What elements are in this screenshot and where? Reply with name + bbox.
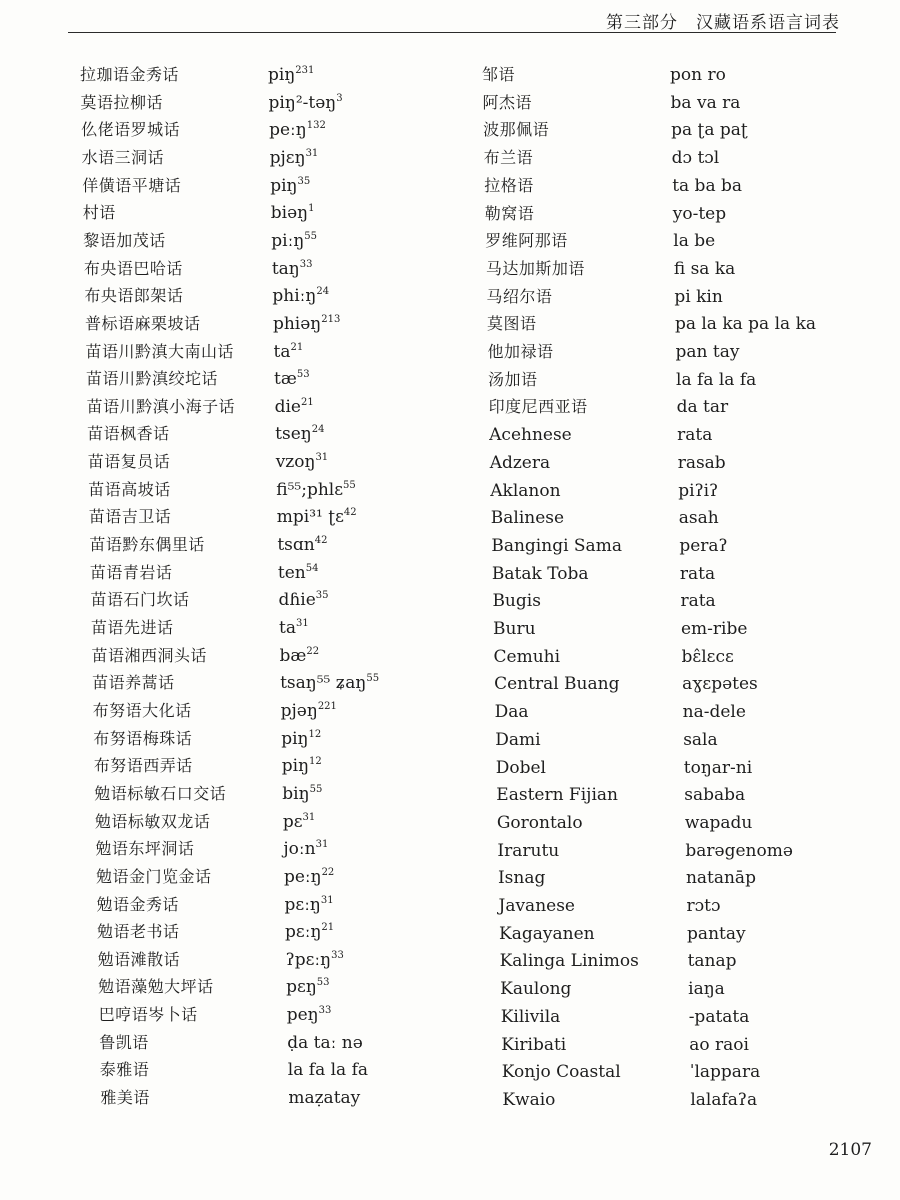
word-form: rata xyxy=(679,563,716,584)
word-form: da tar xyxy=(676,397,729,418)
word-form: rata xyxy=(680,591,716,612)
word-form-text: piŋ²-təŋ xyxy=(268,92,337,113)
word-form: pa ʈa paʈ xyxy=(671,120,748,141)
word-form xyxy=(287,1002,332,1028)
word-form: rasab xyxy=(677,452,726,473)
language-name: 勒窝语 xyxy=(484,203,535,223)
word-form-text: taŋ xyxy=(271,258,300,279)
language-name: 鲁凯语 xyxy=(99,1032,149,1052)
language-name: Gorontalo xyxy=(496,812,583,833)
word-form: iaŋa xyxy=(688,979,725,1000)
language-name: Acehnese xyxy=(489,425,572,446)
language-name: Irarutu xyxy=(497,840,560,861)
language-name: 苗语吉卫话 xyxy=(88,507,172,527)
word-form: asah xyxy=(678,508,719,529)
tone-superscript: 55 xyxy=(304,230,318,242)
language-name: 勉语标敏石口交话 xyxy=(94,783,227,803)
page-number: 2107 xyxy=(828,1140,872,1160)
language-name: Batak Toba xyxy=(491,563,589,584)
language-name: 苗语湘西洞头话 xyxy=(91,645,208,665)
word-form xyxy=(287,1030,363,1056)
language-name: 布央语巴哈话 xyxy=(83,258,183,278)
language-name: Isnag xyxy=(497,868,546,889)
word-form: yo-tep xyxy=(672,203,727,224)
word-form-text: joːn xyxy=(283,839,316,860)
word-form xyxy=(281,698,337,724)
language-name: 马达加斯加语 xyxy=(485,258,585,278)
word-form-text: pjɛŋ xyxy=(269,147,306,168)
tone-superscript: 213 xyxy=(321,313,341,325)
language-name: Kiribati xyxy=(501,1034,567,1055)
word-form xyxy=(271,228,317,254)
word-form-text: biəŋ xyxy=(270,203,309,224)
language-name: 苗语川黔滇小海子话 xyxy=(86,396,236,416)
language-name: 苗语先进话 xyxy=(91,618,174,637)
language-name: 苗语枫香话 xyxy=(87,424,170,444)
language-name: Balinese xyxy=(490,508,565,529)
word-form-text: mpi³¹ ʈɛ xyxy=(276,507,344,528)
language-name: 拉珈语金秀话 xyxy=(80,65,180,84)
language-name: Kaulong xyxy=(500,979,572,1000)
tone-superscript: 1 xyxy=(308,203,315,215)
language-name: Kilivila xyxy=(500,1006,561,1027)
language-name: 布兰语 xyxy=(483,148,534,168)
word-form-text: ten xyxy=(277,562,306,583)
language-name: Kalinga Linimos xyxy=(499,951,639,972)
language-name: 雅美语 xyxy=(100,1088,150,1108)
word-form-text: phiəŋ xyxy=(272,313,322,334)
tone-superscript: 53 xyxy=(296,369,310,381)
word-form xyxy=(285,919,334,945)
word-form xyxy=(286,947,344,973)
word-form xyxy=(268,62,314,88)
word-form: rɔtɔ xyxy=(686,896,721,916)
word-form: la be xyxy=(673,231,716,252)
word-form xyxy=(281,726,321,752)
word-form-text: piŋ xyxy=(281,756,310,777)
word-form: ao raoi xyxy=(689,1034,749,1055)
language-name: 印度尼西亚语 xyxy=(488,397,588,417)
word-form-text: piŋ xyxy=(268,65,296,85)
language-name: Cemuhi xyxy=(493,646,561,667)
word-form: pan tay xyxy=(675,342,740,362)
word-form xyxy=(274,339,304,365)
language-name: 布央语郎架话 xyxy=(84,286,184,306)
word-form-text: bæ xyxy=(279,645,307,666)
word-form-text: peːŋ xyxy=(269,120,307,141)
word-form xyxy=(279,615,309,641)
word-form: la fa la fa xyxy=(676,369,757,390)
language-name: Central Buang xyxy=(494,674,620,695)
tone-superscript: 31 xyxy=(302,811,316,823)
word-form xyxy=(274,366,310,392)
word-form-text: dɦie xyxy=(278,590,316,611)
tone-superscript: 31 xyxy=(305,147,319,159)
word-form: aɣɛpətes xyxy=(682,674,758,695)
language-name: 布努语西弄话 xyxy=(93,756,193,776)
word-form xyxy=(288,1057,368,1083)
word-form xyxy=(280,670,379,696)
language-name: Javanese xyxy=(498,896,575,916)
tone-superscript: 33 xyxy=(299,258,313,270)
word-form: tanap xyxy=(687,951,737,972)
word-form-text: pɛːŋ xyxy=(284,894,321,915)
word-form: na-dele xyxy=(682,702,746,723)
language-name: Dobel xyxy=(495,757,546,778)
language-name: 泰雅语 xyxy=(99,1060,150,1080)
word-form: pon ro xyxy=(670,65,726,85)
word-form xyxy=(285,892,334,918)
word-form xyxy=(276,449,328,475)
word-form: em-ribe xyxy=(681,619,748,639)
word-form-text: maẓatay xyxy=(288,1088,361,1109)
language-name: 苗语川黔滇大南山话 xyxy=(85,341,235,361)
language-name: Aklanon xyxy=(490,480,561,501)
word-form xyxy=(276,477,356,503)
language-name: 村语 xyxy=(82,203,116,223)
language-name: 苗语养蒿话 xyxy=(92,673,175,693)
language-name: Eastern Fijian xyxy=(496,785,618,806)
word-form xyxy=(272,283,329,309)
tone-superscript: 42 xyxy=(343,507,357,519)
language-name: 莫图语 xyxy=(486,314,537,334)
language-name: 苗语黔东偶里话 xyxy=(89,535,205,555)
word-form: rata xyxy=(677,425,713,446)
language-name: 仫佬语罗城话 xyxy=(81,120,181,140)
word-form xyxy=(282,753,322,779)
word-form xyxy=(275,394,314,420)
language-name: Buru xyxy=(493,619,536,639)
word-form-text: biŋ xyxy=(282,783,310,804)
language-name: Kwaio xyxy=(502,1089,556,1110)
tone-superscript: 22 xyxy=(306,645,320,657)
word-form: wapadu xyxy=(684,812,753,833)
tone-superscript: 21 xyxy=(300,396,314,408)
running-header: 第三部分 汉藏语系语言词表 xyxy=(606,13,840,33)
language-name: 勉语金门览金话 xyxy=(95,866,212,886)
language-name: Bugis xyxy=(492,591,541,612)
word-form: pi kin xyxy=(674,286,723,307)
language-name: 苗语川黔滇绞坨话 xyxy=(86,369,219,389)
word-form-text: ta xyxy=(273,341,291,362)
word-form-text: peŋ xyxy=(286,1005,319,1026)
word-form xyxy=(283,836,328,862)
language-name: 黎语加茂话 xyxy=(83,230,166,250)
language-name: Dami xyxy=(495,729,541,750)
tone-superscript: 31 xyxy=(320,894,334,906)
tone-superscript: 31 xyxy=(315,452,329,464)
word-form: ba va ra xyxy=(670,92,741,113)
tone-superscript: 35 xyxy=(297,175,311,187)
word-form-text: die xyxy=(274,396,301,417)
word-form xyxy=(277,532,327,558)
tone-superscript: 31 xyxy=(315,839,329,851)
word-form xyxy=(270,145,319,171)
language-name: 水语三洞话 xyxy=(81,147,165,167)
word-form xyxy=(283,809,315,835)
word-form: ta ba ba xyxy=(672,175,742,196)
word-form: dɔ tɔl xyxy=(671,148,720,169)
language-name: Bangingi Sama xyxy=(491,535,622,556)
word-form-text: phiːŋ xyxy=(272,286,317,307)
tone-superscript: 55 xyxy=(309,783,323,795)
language-name: 拉格语 xyxy=(484,175,534,195)
word-form xyxy=(288,1085,360,1111)
word-form: fi sa ka xyxy=(673,258,736,279)
word-form xyxy=(280,643,320,669)
word-form xyxy=(272,256,313,282)
word-form: pa la ka pa la ka xyxy=(674,314,817,335)
tone-superscript: 55 xyxy=(343,479,356,491)
word-form-text: tseŋ xyxy=(275,424,312,445)
word-form-text: pɛ xyxy=(282,811,303,832)
word-form xyxy=(277,504,357,530)
language-name: 他加禄语 xyxy=(487,342,554,361)
tone-superscript: 54 xyxy=(305,562,319,574)
language-name: 苗语石门坎话 xyxy=(90,590,190,610)
word-form: -patata xyxy=(688,1006,750,1027)
word-form-text: ḍa taː nə xyxy=(287,1032,363,1053)
tone-superscript: 33 xyxy=(318,1005,332,1017)
header-rule xyxy=(68,32,836,33)
word-form-text: pɛŋ xyxy=(286,977,317,998)
language-name: 波那佩语 xyxy=(483,120,550,140)
word-form-text: tæ xyxy=(274,369,297,390)
tone-superscript: 12 xyxy=(308,728,322,740)
tone-superscript: 132 xyxy=(306,120,326,132)
word-form: lalafaʔa xyxy=(690,1089,758,1110)
tone-superscript: 42 xyxy=(314,535,328,547)
word-form xyxy=(284,864,334,890)
language-name: 汤加语 xyxy=(488,369,538,389)
language-name: 阿杰语 xyxy=(482,92,533,112)
language-name: 邹语 xyxy=(482,65,516,84)
word-form xyxy=(269,117,326,143)
word-form-text: vzoŋ xyxy=(275,452,316,473)
language-name: 普标语麻栗坡话 xyxy=(84,313,201,333)
word-form-text: piŋ xyxy=(281,728,309,749)
word-form: sala xyxy=(683,729,718,750)
word-form: toŋar-ni xyxy=(683,757,753,778)
tone-superscript: 35 xyxy=(315,590,329,602)
tone-superscript: 21 xyxy=(321,922,335,934)
word-form xyxy=(273,311,340,337)
word-form-text: ta xyxy=(279,618,296,638)
language-name: 苗语复员话 xyxy=(87,452,171,472)
word-form: sababa xyxy=(684,785,746,806)
tone-superscript: 3 xyxy=(336,92,343,104)
tone-superscript: 221 xyxy=(317,700,337,712)
language-name: 莫语拉柳话 xyxy=(80,92,164,112)
word-form-text: la fa la fa xyxy=(287,1060,369,1081)
word-form xyxy=(286,974,329,1000)
language-name: 苗语青岩话 xyxy=(89,562,173,582)
word-form xyxy=(270,173,310,199)
word-form-text: pjəŋ xyxy=(280,700,318,721)
word-form xyxy=(278,587,328,613)
word-form xyxy=(271,200,315,226)
language-name: 勉语东坪洞话 xyxy=(95,839,195,859)
word-form-text: piːŋ xyxy=(271,230,305,251)
tone-superscript: 12 xyxy=(309,756,322,768)
tone-superscript: 31 xyxy=(295,618,309,629)
word-form xyxy=(282,781,322,807)
language-name: 布努语大化话 xyxy=(92,700,192,720)
language-name: 佯僙语平塘话 xyxy=(82,175,182,195)
language-name: Adzera xyxy=(489,452,551,473)
language-name: Kagayanen xyxy=(499,923,595,944)
language-name: 勉语滩散话 xyxy=(97,949,181,969)
word-form: peraʔ xyxy=(679,535,728,556)
tone-superscript: 24 xyxy=(316,286,330,298)
word-form-text: fi⁵⁵;phlɛ xyxy=(276,479,344,500)
tone-superscript: 33 xyxy=(331,949,344,961)
tone-superscript: 53 xyxy=(316,977,330,989)
word-form-text: tsaŋ⁵⁵ ʑaŋ xyxy=(280,673,367,694)
word-form: natanāp xyxy=(685,868,756,889)
language-name: Konjo Coastal xyxy=(501,1062,621,1083)
language-name: Daa xyxy=(494,702,529,723)
word-form: bɛ̂lɛcɛ xyxy=(681,646,734,667)
word-form: pantay xyxy=(687,923,746,944)
tone-superscript: 231 xyxy=(295,65,315,76)
language-name: 马绍尔语 xyxy=(486,286,553,306)
language-name: 巴哼语岑卜话 xyxy=(98,1005,198,1025)
word-form-text: tsɑn xyxy=(277,535,315,556)
language-name: 勉语金秀话 xyxy=(96,894,180,914)
word-form-text: peːŋ xyxy=(283,866,322,887)
tone-superscript: 55 xyxy=(366,673,380,685)
language-name: 勉语标敏双龙话 xyxy=(94,811,211,831)
language-name: 苗语高坡话 xyxy=(88,479,171,499)
word-form: ˈlappara xyxy=(689,1062,761,1083)
tone-superscript: 21 xyxy=(290,341,304,353)
word-form xyxy=(275,421,324,447)
language-name: 罗维阿那语 xyxy=(485,231,568,251)
word-form-text: ʔpɛːŋ xyxy=(285,949,332,970)
word-form xyxy=(278,560,319,586)
word-form: piʔiʔ xyxy=(678,480,719,501)
word-form-text: pɛːŋ xyxy=(285,922,322,943)
language-name: 勉语藻勉大坪话 xyxy=(98,977,214,997)
language-name: 勉语老书话 xyxy=(97,922,180,942)
tone-superscript: 22 xyxy=(321,866,335,878)
word-form xyxy=(269,90,343,116)
tone-superscript: 24 xyxy=(311,424,325,436)
word-form: barəgenomə xyxy=(685,840,793,861)
language-name: 布努语梅珠话 xyxy=(93,728,193,748)
word-form-text: piŋ xyxy=(270,175,298,196)
